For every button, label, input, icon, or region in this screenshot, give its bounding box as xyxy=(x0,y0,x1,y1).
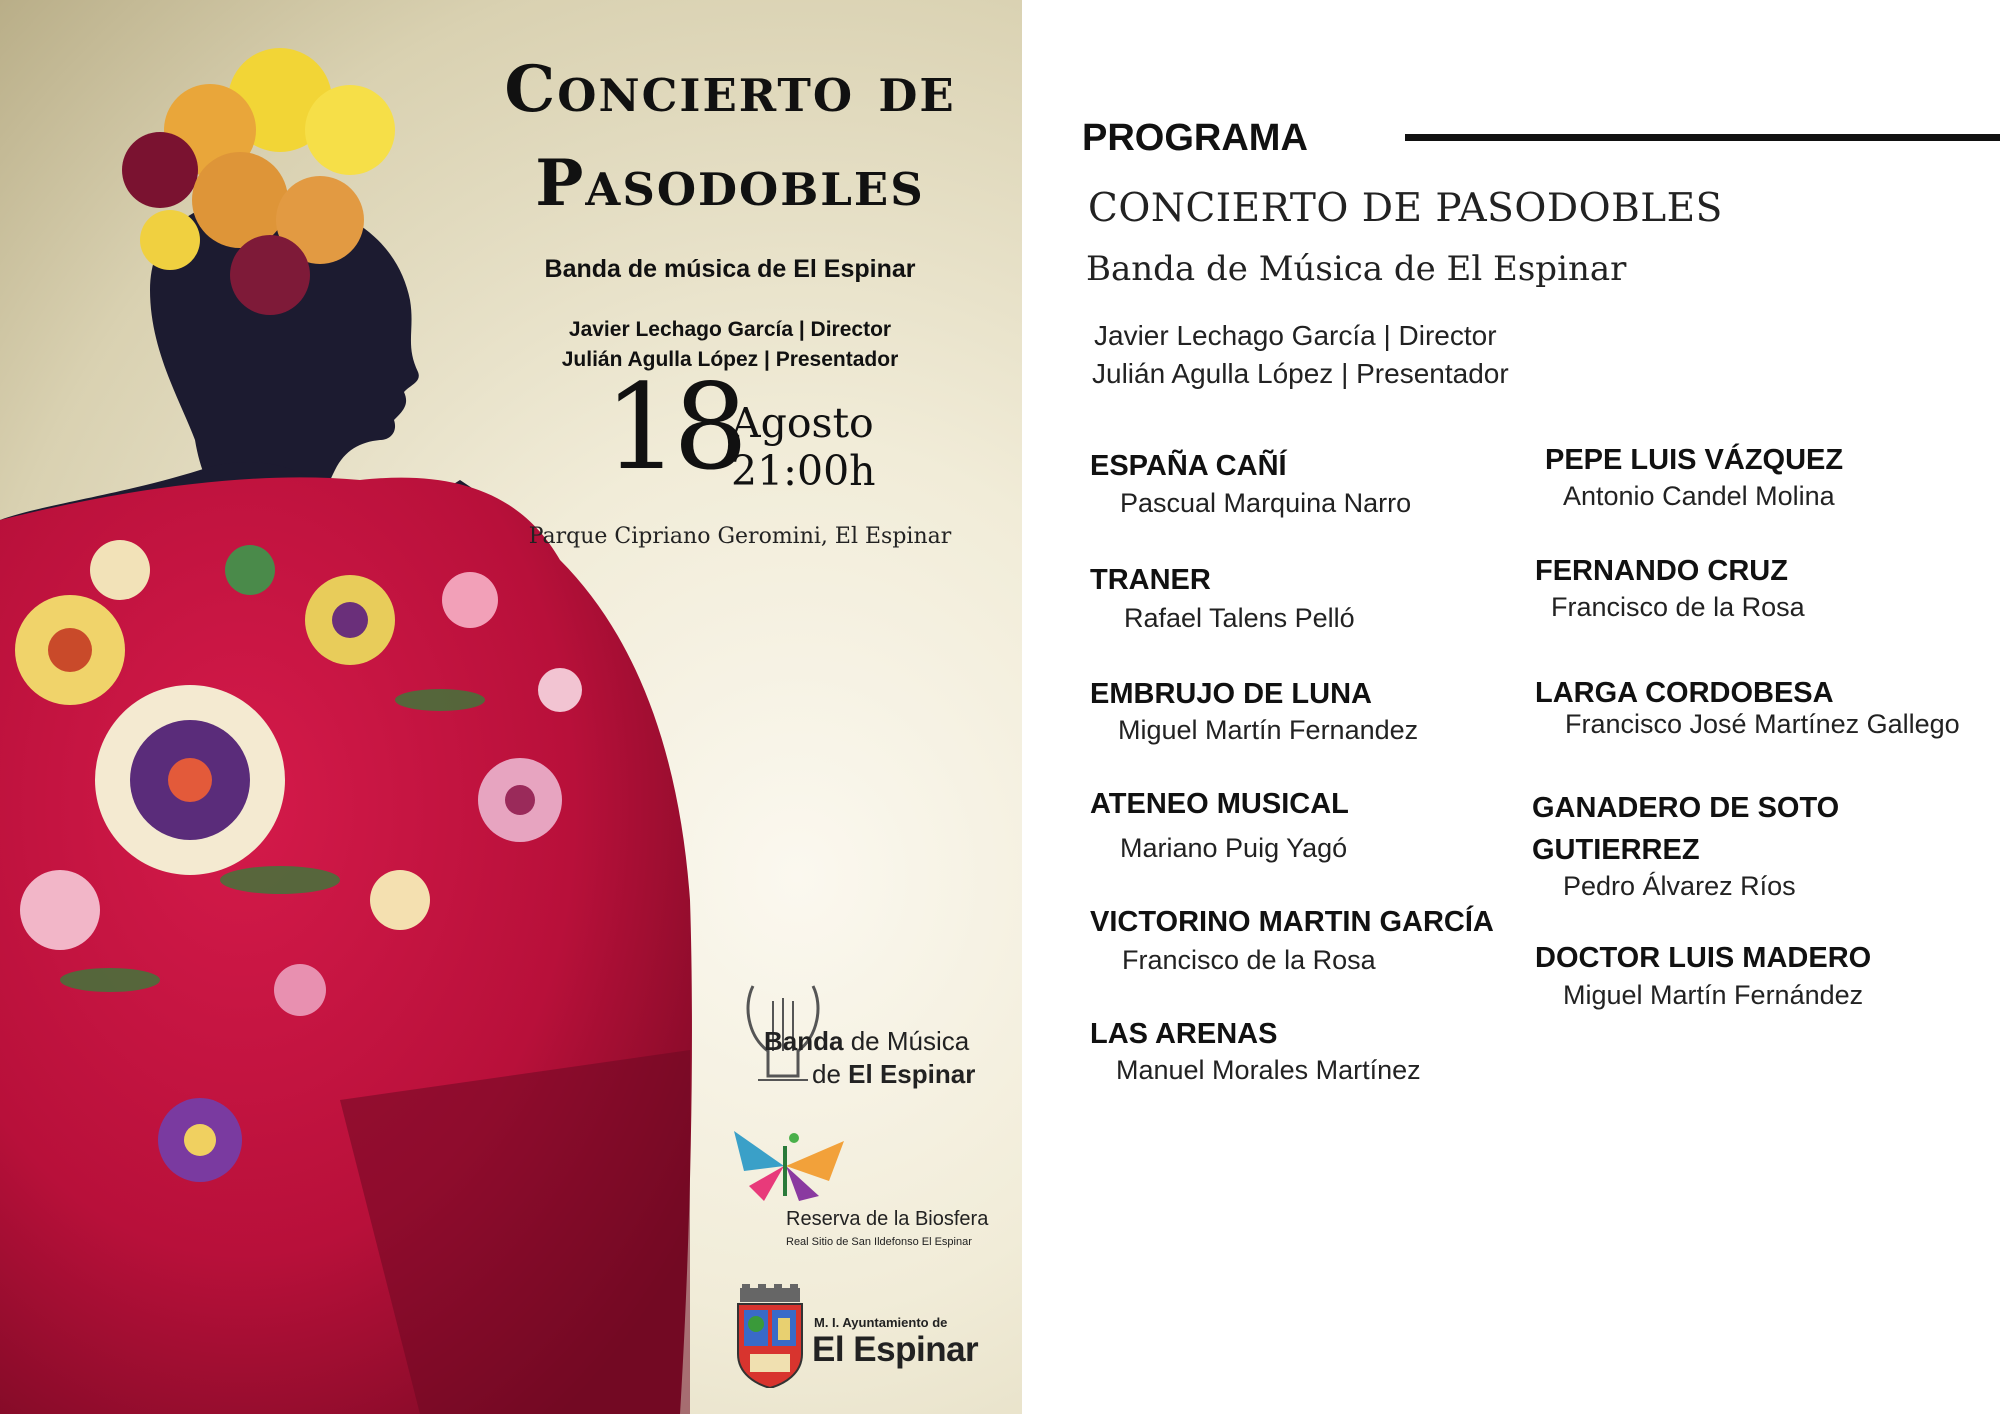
piece-title: TRANER xyxy=(1090,564,1211,596)
biosfera-logo-sub: Real Sitio de San Ildefonso El Espinar xyxy=(786,1236,972,1248)
piece-composer: Miguel Martín Fernandez xyxy=(1118,715,1419,745)
poster-band-name: Banda de música de El Espinar xyxy=(544,255,916,283)
piece-title: PEPE LUIS VÁZQUEZ xyxy=(1545,444,1844,476)
piece-composer: Pedro Álvarez Ríos xyxy=(1563,871,1796,901)
heading-rule xyxy=(1405,134,2000,141)
banda-logo-line1: Banda de Música xyxy=(764,1026,970,1056)
ayuntamiento-logo-name: El Espinar xyxy=(812,1330,979,1369)
piece-title: ESPAÑA CAÑÍ xyxy=(1090,450,1287,482)
piece-title: ATENEO MUSICAL xyxy=(1090,788,1349,820)
poster-director: Javier Lechago García | Director xyxy=(568,318,892,341)
piece-composer: Miguel Martín Fernández xyxy=(1563,980,1864,1010)
piece-title: LAS ARENAS xyxy=(1090,1018,1278,1050)
poster-venue: Parque Cipriano Geromini, El Espinar xyxy=(528,524,952,549)
piece-composer: Rafael Talens Pelló xyxy=(1124,603,1355,633)
poster-time: 21:00h xyxy=(731,447,876,495)
poster-presenter: Julián Agulla López | Presentador xyxy=(561,348,899,371)
poster-title-line2: Pasodobles xyxy=(535,146,925,221)
piece-title: EMBRUJO DE LUNA xyxy=(1090,678,1372,710)
poster-date-month: Agosto xyxy=(731,399,874,447)
piece-composer: Manuel Morales Martínez xyxy=(1116,1055,1421,1085)
piece-title: LARGA CORDOBESA xyxy=(1535,677,1834,709)
program-director: Javier Lechago García | Director xyxy=(1094,320,1497,351)
coat-of-arms-icon xyxy=(734,1284,806,1388)
piece-title: FERNANDO CRUZ xyxy=(1535,555,1788,587)
banda-logo-line2: de El Espinar xyxy=(812,1059,976,1089)
poster-title-line1: Concierto de xyxy=(504,52,956,127)
piece-composer: Francisco José Martínez Gallego xyxy=(1565,709,1960,739)
program-band-name: Banda de Música de El Espinar xyxy=(1086,249,1627,289)
program-heading: PROGRAMA xyxy=(1082,117,1308,159)
piece-composer: Antonio Candel Molina xyxy=(1563,481,1835,511)
piece-title: VICTORINO MARTIN GARCÍA xyxy=(1090,906,1494,938)
butterfly-icon xyxy=(724,1126,854,1206)
piece-composer: Mariano Puig Yagó xyxy=(1120,833,1348,863)
piece-composer: Pascual Marquina Narro xyxy=(1120,488,1412,518)
piece-title-continued: GUTIERREZ xyxy=(1532,834,1700,866)
poster-date-day: 18 xyxy=(604,358,743,496)
piece-title: DOCTOR LUIS MADERO xyxy=(1535,942,1872,974)
piece-title: GANADERO DE SOTO xyxy=(1532,792,1840,824)
piece-composer: Francisco de la Rosa xyxy=(1122,945,1376,975)
piece-composer: Francisco de la Rosa xyxy=(1551,592,1805,622)
program-presenter: Julián Agulla López | Presentador xyxy=(1092,358,1509,389)
ayuntamiento-logo-small: M. I. Ayuntamiento de xyxy=(814,1315,948,1330)
biosfera-logo-name: Reserva de la Biosfera xyxy=(786,1208,989,1230)
program-concert-title: CONCIERTO DE PASODOBLES xyxy=(1088,186,1723,231)
